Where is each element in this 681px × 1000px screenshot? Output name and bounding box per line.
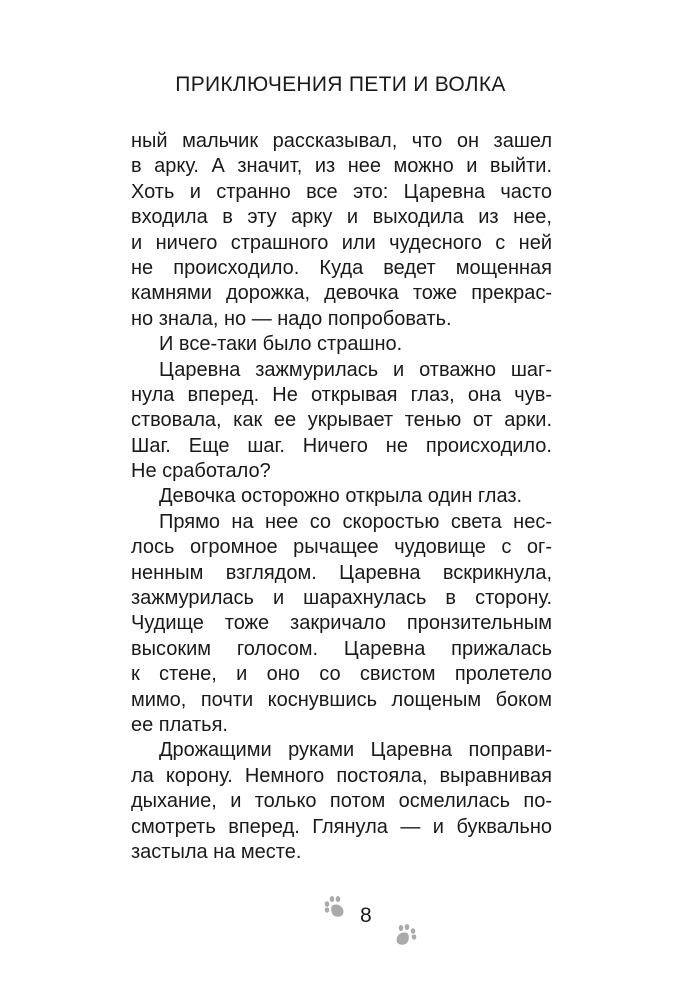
text-line: И все-таки было страшно.: [159, 333, 403, 356]
text-line: но знала, но — надо попробовать.: [131, 307, 452, 330]
text-line: ее платья.: [131, 713, 228, 736]
text-line: лось огромное рычащее чудовище с ог-: [131, 536, 552, 559]
body-text: [131, 129, 552, 865]
text-line: Хоть и странно все это: Царевна часто: [131, 180, 552, 203]
text-line: высоким голосом. Царевна прижалась: [131, 637, 552, 660]
text-line: ствовала, как ее укрывает тенью от арки.: [131, 409, 552, 432]
text-line: нула вперед. Не открывая глаз, она чув-: [131, 383, 552, 406]
text-line: и ничего страшного или чудесного с ней: [131, 231, 552, 254]
text-line: входила в эту арку и выходила из нее,: [131, 206, 552, 229]
text-line: Чудище тоже закричало пронзительным: [131, 612, 552, 635]
text-line: не происходило. Куда ведет мощенная: [131, 256, 552, 279]
text-line: ненным взглядом. Царевна вскрикнула,: [131, 561, 552, 584]
paw-print-icon: [323, 895, 349, 919]
paw-print-icon: [392, 923, 418, 947]
text-line: Царевна зажмурилась и отважно шаг-: [159, 358, 552, 381]
text-line: Шаг. Еще шаг. Ничего не происходило.: [131, 434, 552, 457]
text-line: дыхание, и только потом осмелилась по-: [131, 790, 552, 813]
text-line: смотреть вперед. Глянула — и буквально: [131, 815, 552, 838]
text-line: к стене, и оно со свистом пролетело: [131, 663, 552, 686]
page-number: 8: [360, 904, 372, 927]
text-line: ный мальчик рассказывал, что он зашел: [131, 130, 552, 152]
text-line: Не сработало?: [131, 460, 271, 483]
text-line: Дрожащими руками Царевна поправи-: [159, 739, 552, 762]
text-line: ла корону. Немного постояла, выравнивая: [131, 764, 552, 787]
text-line: Девочка осторожно открыла один глаз.: [159, 485, 523, 508]
text-line: мимо, почти коснувшись лощеным боком: [131, 688, 552, 711]
text-line: Прямо на нее со скоростью света нес-: [159, 510, 552, 533]
text-line: камнями дорожка, девочка тоже прекрас-: [131, 282, 552, 305]
text-line: в арку. А значит, из нее можно и выйти.: [131, 155, 552, 178]
running-header: ПРИКЛЮЧЕНИЯ ПЕТИ И ВОЛКА: [175, 73, 506, 96]
text-line: застыла на месте.: [131, 840, 302, 863]
text-line: зажмурилась и шарахнулась в сторону.: [131, 587, 552, 610]
